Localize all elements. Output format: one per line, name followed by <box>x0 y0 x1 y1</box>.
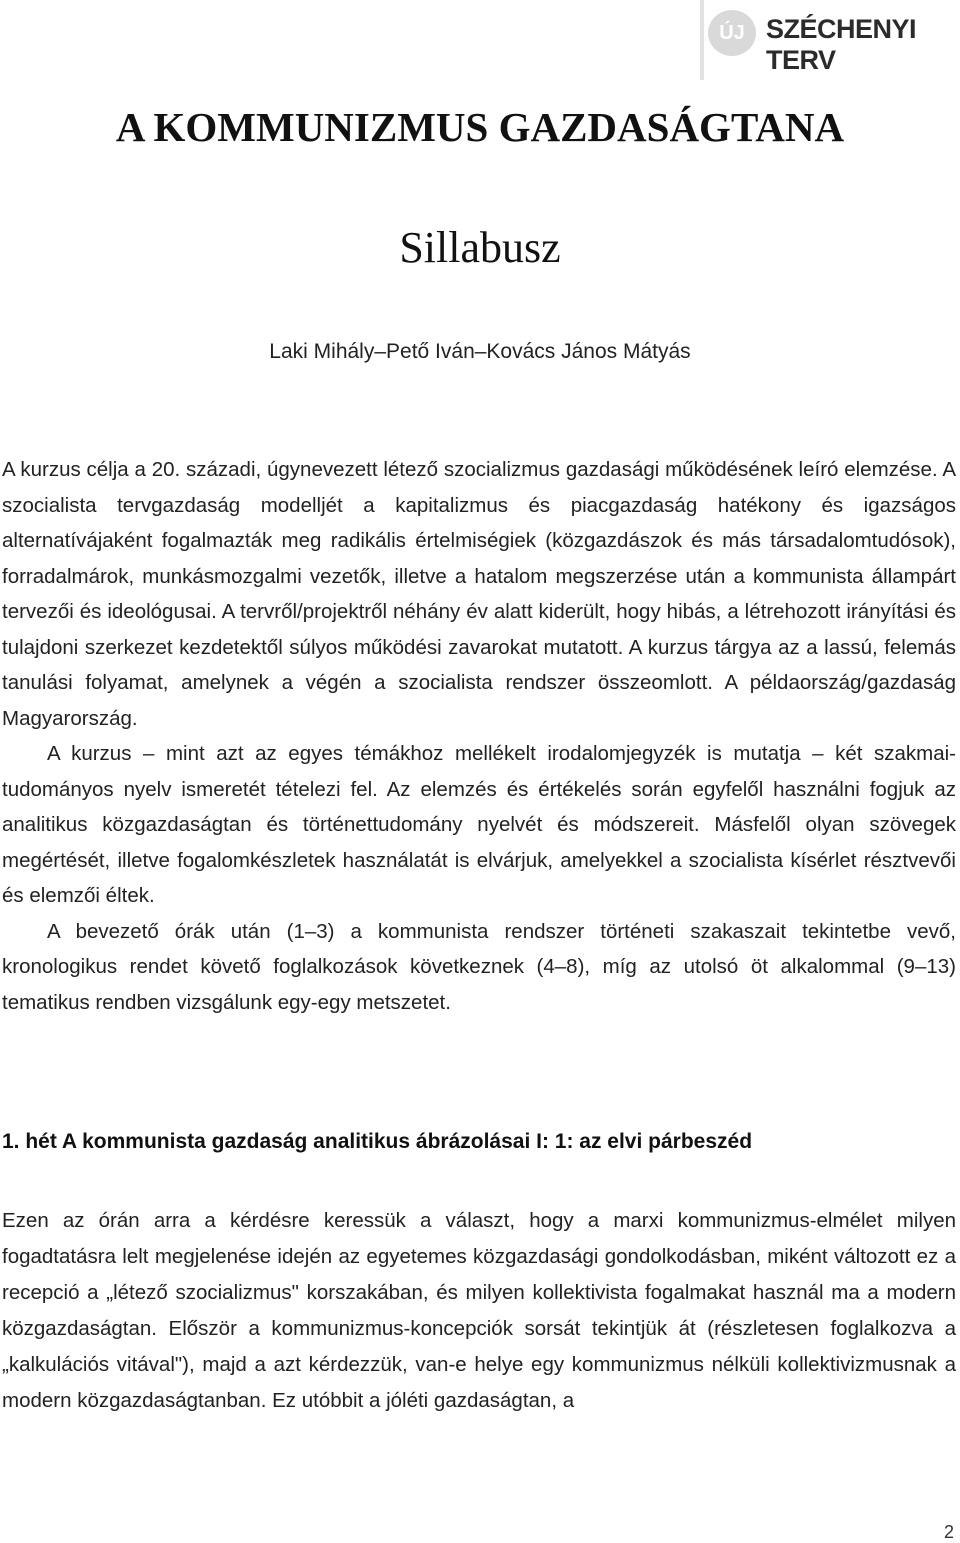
paragraph-course-languages: A kurzus – mint azt az egyes témákhoz mellékelt irodalomjegyzék is mutatja – két szakmai- tudományos nyelv ismeretét tételezi fel. Az elemzés és értékelés során egyfelől használni fogjuk az analitikus közgazdaságtan és történettudomány nyelvét és módszereit. Másfelől olyan szövegek megértését, illetve fogalomkészletek használatát is elvárjuk, amelyekkel a szocialista kísérlet résztvevői és elemzői éltek. <box>2 742 956 907</box>
document-subtitle: Sillabusz <box>399 223 561 272</box>
paragraph-course-structure: A bevezető órák után (1–3) a kommunista rendszer történeti szakaszait tekintetbe vevő, kronologikus rendet követő foglalkozások következnek (4–8), míg az utolsó öt alkalommal (9–13) tematikus rendben vizsgálunk egy-egy metszetet. <box>2 919 956 1014</box>
logo-uj-mark: ÚJ <box>708 10 756 56</box>
paragraph-course-aim: A kurzus célja a 20. századi, úgynevezett létező szocializmus gazdasági működésének leíró elemzése. A szocialista tervgazdaság modelljét a kapitalizmus és piacgazdaság hatékony és igazságos alternatívájaként fogalmazták meg radikális értelmiségiek (közgazdászok és más társadalomtudósok), forradalmárok, munkásmozgalmi vezetők, illetve a hatalom megszerzése után a kommunista állampárt tervezői és ideológusai. A tervről/projektről néhány év alatt kiderült, hogy hibás, a létrehozott irányítási és tulajdoni szerkezet kezdetektől súlyos működési zavarokat mutatott. A kurzus tárgya az a lassú, felemás tanulási folyamat, amelynek a végén a szocialista rendszer összeomlott. A példaország/gazdaság Magyarország. <box>2 458 956 730</box>
document-title: A KOMMUNIZMUS GAZDASÁGTANA <box>115 104 845 150</box>
course-description <box>2 452 956 1020</box>
logo-divider <box>700 0 704 80</box>
logo-name: SZÉCHENYI TERV <box>766 14 917 75</box>
szechenyi-terv-logo <box>700 0 960 80</box>
week1-paragraph: Ezen az órán arra a kérdésre keressük a választ, hogy a marxi kommunizmus-elmélet milyen fogadtatásra lelt megjelenése idején az egyetemes közgazdasági gondolkodásban, miként változott ez a recepció a „létező szocializmus" korszakában, és milyen kollektivista fogalmakat használ ma a modern közgazdaságtan. Először a kommunizmus-koncepciók sorsát tekintjük át (részletesen foglalkozva a „kalkulációs vitával"), majd a azt kérdezzük, van-e helye egy kommunizmus nélküli kollektivizmusnak a modern közgazdaságtanban. Ez utóbbit a jóléti gazdaságtan, a <box>2 1209 956 1412</box>
week1-heading: 1. hét A kommunista gazdaság analitikus ábrázolásai I: 1: az elvi párbeszéd <box>2 1130 753 1153</box>
page-number: 2 <box>943 1522 954 1542</box>
document-authors: Laki Mihály–Pető Iván–Kovács János Mátyás <box>269 340 691 363</box>
